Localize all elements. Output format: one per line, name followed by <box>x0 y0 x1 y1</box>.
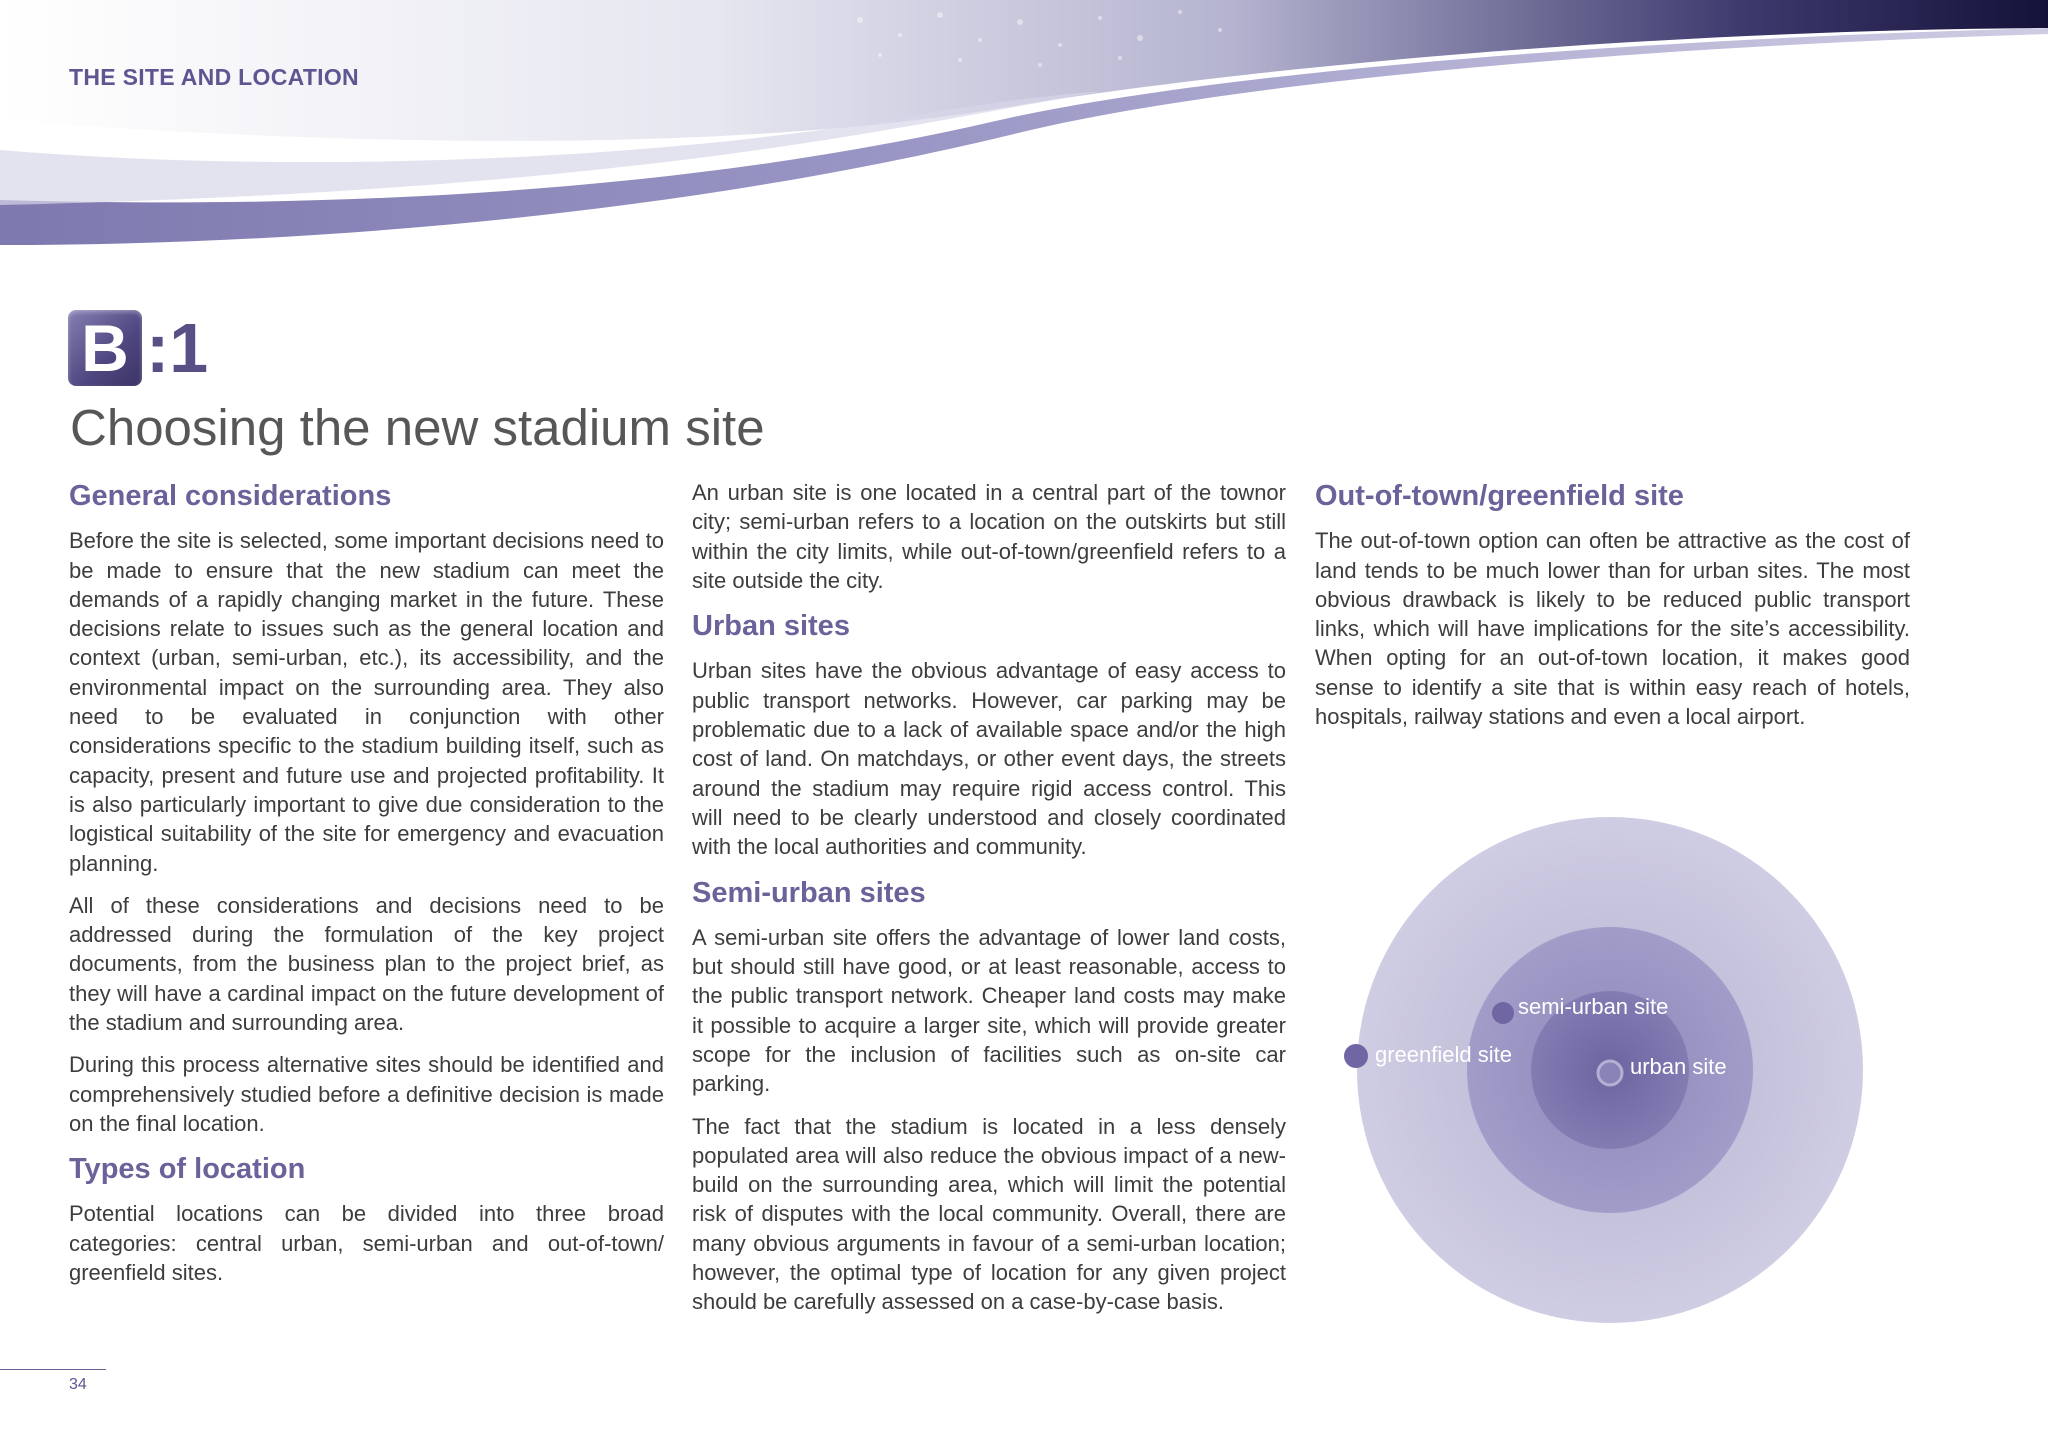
heading-urban-sites: Urban sites <box>692 610 850 643</box>
paragraph: The out-of-town option can often be attractive as the cost of land tends to be much lower than for urban sites. The most obvious drawback is likely to be reduced public transport links, which will have implications for the site’s accessibility. When opting for an out-of-town location, it makes good sense to identify a site that is within easy reach of hotels, hospitals, railway stations and even a local airport. <box>1315 528 1910 730</box>
column-2 <box>692 478 1286 1330</box>
page-number: 34 <box>69 1376 87 1393</box>
column-1 <box>69 478 664 1300</box>
paragraph: Potential locations can be divided into three broad categories: central urban, semi-urban and out-of-town/ greenfield sites. <box>69 1201 664 1286</box>
paragraph: Urban sites have the obvious advantage of easy access to public transport networks. However, car parking may be problematic due to a lack of available space and/or the high cost of land. On matchdays, or other event days, the streets around the stadium may require rigid access control. This will need to be clearly understood and closely coordinated with the local authorities and community. <box>692 658 1286 860</box>
paragraph: An urban site is one located in a central part of the townor city; semi-urban refers to a location on the outskirts but still within the city limits, while out-of-town/greenfield refers to a site outside the city. <box>692 480 1286 593</box>
paragraph: During this process alternative sites should be identified and comprehensively studied before a definitive decision is made on the final location. <box>69 1052 664 1136</box>
label-urban: urban site <box>1630 1053 1727 1079</box>
section-badge <box>68 308 208 388</box>
footer-rule <box>0 1369 106 1370</box>
badge-letter: B <box>68 310 142 386</box>
heading-types-of-location: Types of location <box>69 1153 306 1186</box>
section-label: THE SITE AND LOCATION <box>69 64 359 90</box>
badge-number: :1 <box>146 309 209 387</box>
label-greenfield: greenfield site <box>1375 1041 1512 1067</box>
paragraph: All of these considerations and decisions need to be addressed during the formulation of the key project documents, from the business plan to the project brief, as they will have a cardinal impact on the future development of the stadium and surrounding area. <box>69 892 664 1035</box>
page-title: Choosing the new stadium site <box>70 399 765 456</box>
semi-urban-marker <box>1492 1002 1514 1024</box>
heading-general-considerations: General considerations <box>69 480 392 512</box>
urban-marker <box>1598 1061 1622 1085</box>
location-types-diagram <box>1320 800 1940 1340</box>
paragraph: The fact that the stadium is located in a less densely populated area will also reduce the obvious impact of a new-build on the surrounding area, which will limit the potential risk of disputes with the local community. Overall, there are many obvious arguments in favour of a semi-urban location; however, the optimal type of location for any given project should be carefully assessed on a case-by-case basis. <box>692 1113 1286 1315</box>
greenfield-marker <box>1344 1044 1368 1068</box>
heading-greenfield-site: Out-of-town/greenfield site <box>1315 480 1684 512</box>
paragraph: A semi-urban site offers the advantage of lower land costs, but should still have good, or at least reasonable, access to the public transport network. Cheaper land costs may make it possible to acquire a larger site, which will provide greater scope for the inclusion of facilities such as on-site car parking. <box>692 924 1286 1097</box>
heading-semi-urban-sites: Semi-urban sites <box>692 876 926 909</box>
label-semi-urban: semi-urban site <box>1518 993 1669 1019</box>
paragraph: Before the site is selected, some important decisions need to be made to ensure that the new stadium can meet the demands of a rapidly changing market in the future. These decisions relate to issues such as the general location and context (urban, semi-urban, etc.), its accessibility, and the environmental impact on the surrounding area. They also need to be evaluated in conjunction with other considerations specific to the stadium building itself, such as capacity, present and future use and projected profitability. It is also particularly important to give due consideration to the logistical suitability of the site for emergency and evacuation planning. <box>69 528 664 876</box>
header-swoosh-graphic <box>0 0 2048 260</box>
column-3 <box>1315 478 1910 744</box>
